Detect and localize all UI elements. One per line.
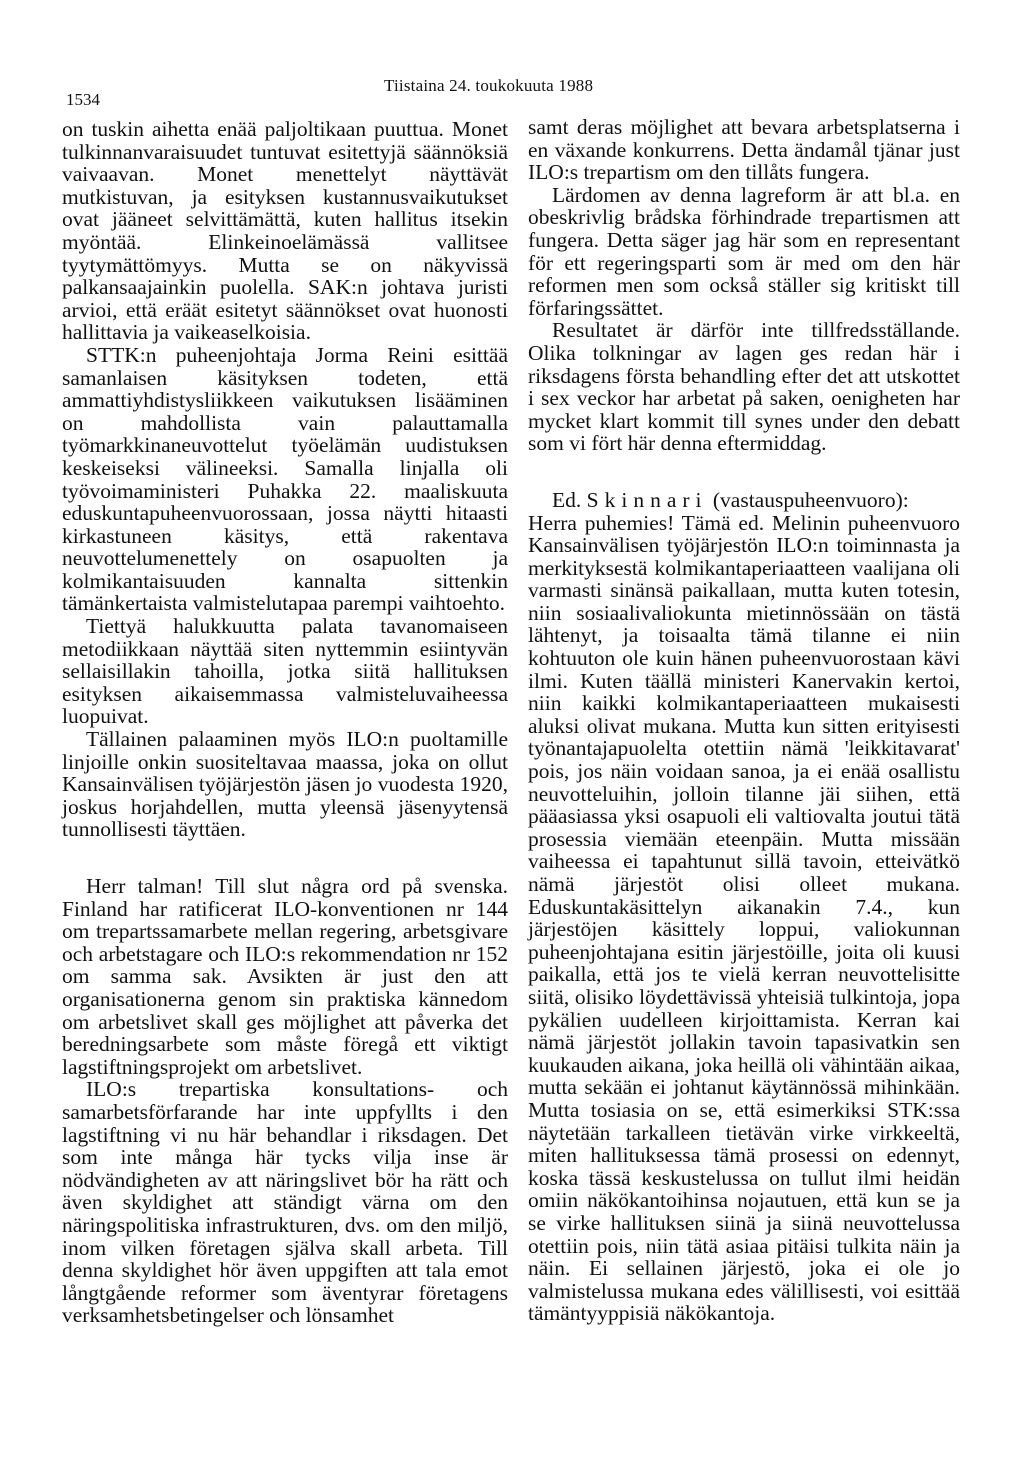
speaker-name: Skinnari xyxy=(586,487,708,512)
left-paragraph-6: ILO:s trepartiska konsultations- och samarbetsförfarande har inte uppfyllts i den lagstiftning vi nu här behandlar i riksdagen. Det som inte många här tycks vilja inse är nödvändigheten av att näringslivet bör ha rätt och även skyldighet att ständigt värna om den näringspolitiska infrastrukturen, dvs. om den miljö, inom vilken företagen själva skall arbeta. Till denna skyldighet hör även uppgiften att tala emot långtgående reformer som äventyrar företagens verksamhetsbetingelser och lönsamhet xyxy=(62,1077,508,1328)
speaker-heading xyxy=(528,489,960,512)
right-paragraph-4: Herra puhemies! Tämä ed. Melinin puheenvuoro Kansainvälisen työjärjestön ILO:n toiminnasta ja merkityksestä kolmikantaperiaatteen vaalijana oli varmasti sinänsä paikallaan, mutta kuten totesin, niin sosiaalivaliokunta mietinnössään on tästä lähtenyt, ja toisaalta tämä tilanne ei niin kohtuuton ole kuin hänen puheenvuorostaan kävi ilmi. Kuten täällä ministeri Kanervakin kertoi, niin kaikki kolmikantaperiaatteen mukaisesti aluksi olivat mukana. Mutta kun sitten erityisesti työnantajapuolelta otettiin nämä 'leikkitavarat' pois, jos näin voidaan sanoa, ja ei enää osallistu neuvotteluihin, jolloin tilanne jäi siihen, että pääasiassa yksi osapuoli eli valtiovalta joutui tätä prosessia viemään eteenpäin. Mutta missään vaiheessa ei tapahtunut sillä tavoin, etteivätkö nämä järjestöt olisi olleet mukana. Eduskuntakäsittelyn aikanakin 7.4., kun järjestöjen käsittely loppui, valiokunnan puheenjohtajana esitin järjestöille, joita oli kuusi paikalla, että jos te vielä kerran neuvottelisitte siitä, olisiko löydettävissä yhteisiä tulkintoja, jopa pykälien uudelleen kirjoittamista. Kerran kai nämä järjestöt jollakin tavoin tapasivatkin sen kuukauden aikana, joka heillä oli vähintään aikaa, mutta sekään ei johtanut käytännössä mihinkään. Mutta tosiasia on se, että esimerkiksi STK:ssa näytetään tarkalleen tietävän virke virkkeeltä, miten hallituksessa tämä prosessi on edennyt, koska tässä keskustelussa on tullut ilmi heidän omiin näkökantoihinsa nojautuen, että kun se ja se virke hallituksen siinä ja siinä neuvottelussa otettiin pois, niin tätä asiaa pitäisi tulkita näin ja näin. Ei sellainen järjestö, joka ei ole jo valmistelussa mukana edes välillisesti, voi esittää tämäntyyppisiä näkökantoja. xyxy=(528,510,960,1326)
right-paragraph-1: samt deras möjlighet att bevara arbetsplatserna i en växande konkurrens. Detta ändamål tjänar just ILO:s trepartism om den tillåts fungera. xyxy=(528,115,960,185)
right-paragraph-2: Lärdomen av denna lagreform är att bl.a. en obeskrivlig brådska förhindrade trepartismen att fungera. Detta säger jag här som en representant för ett regeringsparti som är med om den här reformen men som också ställer sig kritiskt till förfaringssättet. xyxy=(528,182,960,320)
left-paragraph-2: STTK:n puheenjohtaja Jorma Reini esittää samanlaisen käsityksen todeten, että ammattiyhdistysliikkeen vaikutuksen lisääminen on mahdollista vain palauttamalla työmarkkinaneuvottelut työelämän uudistuksen keskeiseksi välineeksi. Samalla linjalla oli työvoimaministeri Puhakka 22. maaliskuuta eduskuntapuheenvuorossaan, jossa näytti hitaasti kirkastuneen käsitys, että rakentava neuvottelumenettely on osapuolten ja kolmikantaisuuden kannalta sittenkin tämänkertaista valmistelutapaa parempi vaihtoehto. xyxy=(62,342,508,616)
page-date: Tiistaina 24. toukokuuta 1988 xyxy=(384,76,594,95)
page-number: 1534 xyxy=(66,90,100,109)
right-column xyxy=(528,116,960,1325)
speaker-role: (vastauspuheenvuoro): xyxy=(712,487,909,512)
left-paragraph-5: Herr talman! Till slut några ord på svenska. Finland har ratificerat ILO-konventionen nr 144 om trepartssamarbete mellan regering, arbetsgivare och arbetstagare och ILO:s rekommendation nr 152 om samma sak. Avsikten är just den att organisationerna genom sin praktiska kännedom om arbetslivet skall ges möjlighet att påverka det beredningsarbete som måste föregå ett viktigt lagstiftningsprojekt om arbetslivet. xyxy=(62,874,508,1079)
speaker-prefix: Ed. xyxy=(552,487,582,512)
right-paragraph-3: Resultatet är därför inte tillfredsställande. Olika tolkningar av lagen ges redan här i riksdagens första behandling efter det att utskottet i sex veckor har arbetat på saken, oenigheten har mycket klart kommit till synes under den debatt som vi fört här denna eftermiddag. xyxy=(528,318,960,456)
left-paragraph-4: Tällainen palaaminen myös ILO:n puoltamille linjoille onkin suositeltavaa maassa, joka on ollut Kansainvälisen työjärjestön jäsen jo vuodesta 1920, joskus horjahdellen, mutta yleensä jäsenyytensä tunnollisesti täyttäen. xyxy=(62,727,508,842)
page-header xyxy=(0,74,1024,109)
left-column xyxy=(62,118,508,1327)
left-paragraph-1: on tuskin aihetta enää paljoltikaan puuttua. Monet tulkinnanvaraisuudet tuntuvat esitettyjä säännöksiä vaivaavan. Monet menettelyt näyttävät mutkistuvan, ja esityksen kustannusvaikutukset ovat jääneet selvittämättä, kuten hallitus itsekin myöntää. Elinkeinoelämässä vallitsee tyytymättömyys. Mutta se on näkyvissä palkansaajainkin puolella. SAK:n johtava juristi arvioi, että eräät esitetyt säännökset ovat huonosti hallittavia ja vaikeaselkoisia. xyxy=(62,117,508,345)
left-paragraph-3: Tiettyä halukkuutta palata tavanomaiseen metodiikkaan näyttää siten nyttemmin esiintyvän sellaisillakin tahoilla, jotka siitä hallituksen esityksen aikaisemmassa valmisteluvaiheessa luopuivat. xyxy=(62,614,508,729)
